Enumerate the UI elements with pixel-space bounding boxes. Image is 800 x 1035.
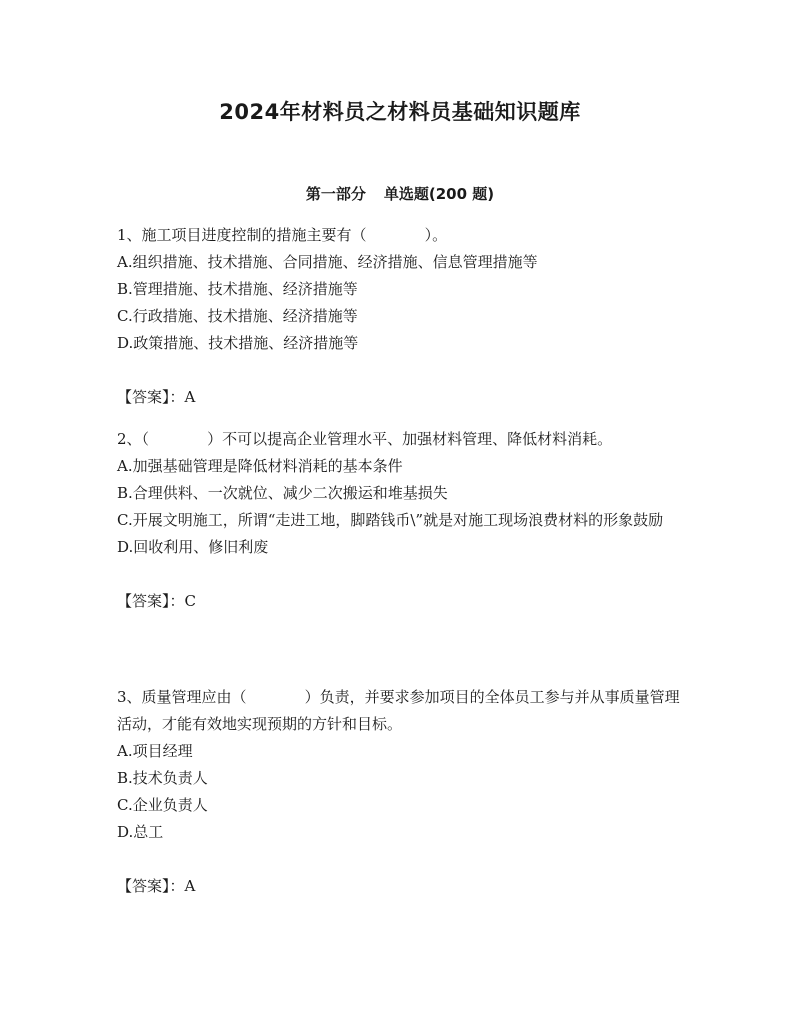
- question-number: 1、: [117, 226, 142, 244]
- stem-text-before: （: [141, 430, 150, 448]
- option-a: A.加强基础管理是降低材料消耗的基本条件: [117, 457, 403, 475]
- question-3: [117, 684, 683, 906]
- answer-label: 【答案】：: [117, 877, 185, 895]
- answer-value: A: [184, 388, 196, 406]
- question-1: [117, 222, 683, 417]
- answer-label: 【答案】：: [117, 388, 185, 406]
- option-c: C.行政措施、技术措施、经济措施等: [117, 307, 358, 325]
- answer-value: C: [184, 592, 196, 610]
- option-a: A.项目经理: [117, 742, 193, 760]
- option-b: B.管理措施、技术措施、经济措施等: [117, 280, 358, 298]
- stem-text-before: 施工项目进度控制的措施主要有（: [141, 226, 367, 244]
- stem-text-after: ）。: [424, 226, 448, 244]
- stem-text-after: ）不可以提高企业管理水平、加强材料管理、降低材料消耗。: [207, 430, 613, 448]
- answer-value: A: [184, 877, 196, 895]
- option-d: D.回收利用、修旧利废: [117, 538, 269, 556]
- question-stem: [117, 684, 683, 738]
- option-c: C.企业负责人: [117, 796, 208, 814]
- document-title: 2024年材料员之材料员基础知识题库: [219, 100, 581, 124]
- answer-line: [117, 384, 683, 411]
- option-b: B.技术负责人: [117, 769, 208, 787]
- section-type: 单选题(200 题): [383, 185, 495, 203]
- question-2: [117, 426, 683, 621]
- question-stem: [117, 426, 683, 453]
- question-stem: [117, 222, 683, 249]
- stem-text-before: 质量管理应由（: [141, 688, 247, 706]
- question-number: 3、: [117, 688, 142, 706]
- option-d: D.总工: [117, 823, 164, 841]
- section-part: 第一部分: [305, 185, 366, 203]
- section-heading: [0, 183, 800, 204]
- option-a: A.组织措施、技术措施、合同措施、经济措施、信息管理措施等: [117, 253, 538, 271]
- answer-label: 【答案】：: [117, 592, 185, 610]
- option-d: D.政策措施、技术措施、经济措施等: [117, 334, 359, 352]
- answer-line: [117, 873, 683, 900]
- answer-line: [117, 588, 683, 615]
- question-number: 2、: [117, 430, 142, 448]
- option-b: B.合理供料、一次就位、减少二次搬运和堆基损失: [117, 484, 448, 502]
- option-c: C.开展文明施工，所谓“走进工地，脚踏钱币\”就是对施工现场浪费材料的形象鼓励: [117, 511, 664, 529]
- stem-text-after: ）负责，并要求参加项目的全体员工参与并从事质量管理活动，才能有效地实现预期的方针和目标。: [117, 688, 680, 733]
